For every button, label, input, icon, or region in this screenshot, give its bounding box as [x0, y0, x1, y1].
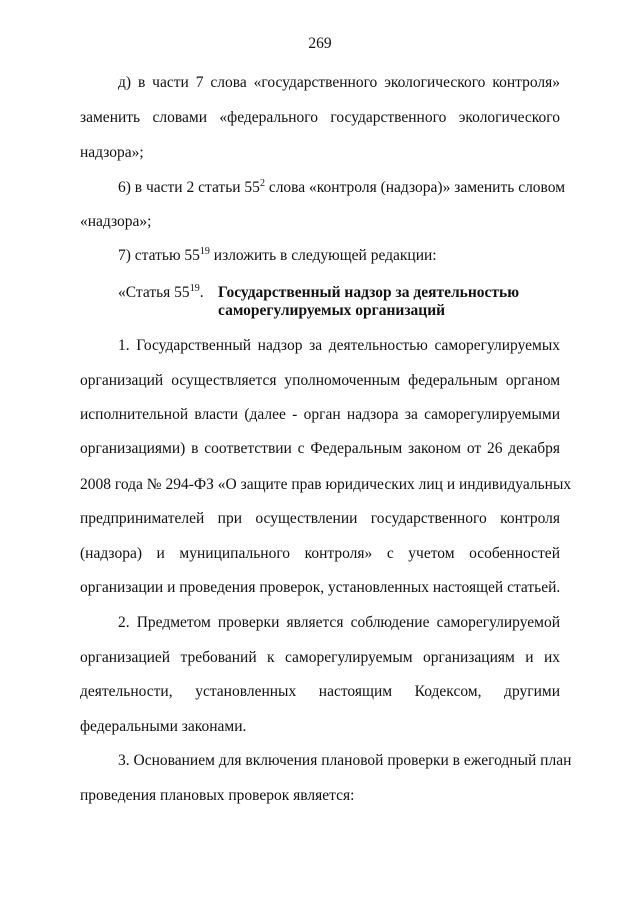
item-6-text-pre: 6) в части 2 статьи 55 — [118, 179, 260, 196]
item-7-superscript: 19 — [199, 246, 210, 257]
para-1-line-2: организаций осуществляется уполномоченным федеральным органом — [80, 372, 560, 389]
para-2-line-1: 2. Предметом проверки является соблюдение саморегулируемой — [118, 614, 560, 631]
article-label-superscript: 19 — [189, 283, 200, 294]
item-7-text-pre: 7) статью 55 — [118, 247, 200, 264]
article-label — [118, 283, 204, 303]
item-6-text-post: слова «контроля (надзора)» заменить словом — [264, 179, 566, 196]
para-1-line-4: организациями) в соответствии с Федеральным законом от 26 декабря — [80, 440, 560, 457]
page-number: 269 — [308, 35, 332, 52]
para-2-line-2: организацией требований к саморегулируемым организациям и их — [80, 649, 560, 666]
para-1-line-1: 1. Государственный надзор за деятельностью саморегулируемых — [118, 337, 560, 354]
para-1-line-8: организации и проведения проверок, установленных настоящей статьей. — [80, 579, 561, 596]
article-label-post: . — [199, 284, 204, 301]
item-6-line-1 — [118, 178, 566, 198]
para-1-line-7: (надзора) и муниципального контроля» с учетом особенностей — [80, 545, 560, 562]
article-title-line-2: саморегулируемых организаций — [218, 302, 446, 319]
para-1-line-5: 2008 года № 294-ФЗ «О защите прав юридических лиц и индивидуальных — [80, 476, 572, 493]
item-6-superscript: 2 — [259, 178, 265, 189]
para-3-line-1: 3. Основанием для включения плановой проверки в ежегодный план — [118, 752, 572, 769]
item-7-line — [118, 246, 560, 266]
para-2-line-3: деятельности, установленных настоящим Кодексом, другими — [80, 683, 560, 700]
para-2-line-4: федеральными законами. — [80, 718, 247, 735]
item-7-text-post: изложить в следующей редакции: — [209, 247, 437, 264]
item-d-line-3: надзора»; — [80, 144, 144, 161]
article-title-line-1: Государственный надзор за деятельностью — [218, 284, 520, 301]
para-1-line-3: исполнительной власти (далее - орган надзора за саморегулируемыми — [80, 406, 560, 423]
article-label-pre: «Статья 55 — [118, 284, 190, 301]
item-6-line-2: «надзора»; — [80, 213, 152, 230]
para-3-line-2: проведения плановых проверок является: — [80, 787, 355, 804]
item-d-line-1: д) в части 7 слова «государственного экологического контроля» — [118, 74, 560, 91]
para-1-line-6: предпринимателей при осуществлении государственного контроля — [80, 510, 560, 527]
item-d-line-2: заменить словами «федерального государственного экологического — [80, 109, 560, 126]
